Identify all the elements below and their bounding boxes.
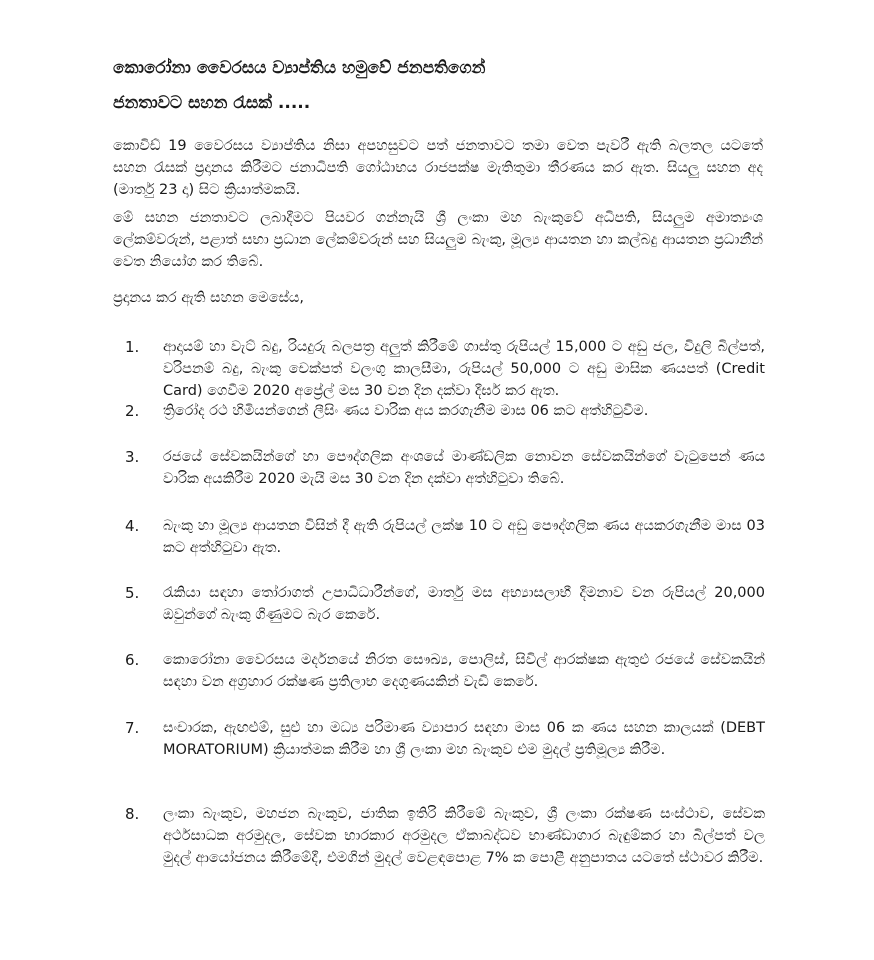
document-title-line2: ජනතාවට සහන රැසක් ..... [113, 93, 311, 113]
list-item [125, 649, 765, 693]
list-item-text: ත්‍රිරෝද රථ හිමියන්ගෙන් ලීසිං ණය වාරික අය කරගැනීම මාස 06 කට අත්හිටුවීම. [163, 403, 649, 419]
list-item [125, 582, 765, 626]
list-item-text: ලංකා බැංකුව, මහජන බැංකුව, ජාතික ඉතිරි කිරීමේ බැංකුව, ශ්‍රී ලංකා රක්ෂණ සංස්ථාව, සේවක අර්ථසාධක අරමුදල, සේවක භාරකාර අරමුදල ඒකාබද්ධව භාණ්ඩාගාර බැඳුම්කර හා බිල්පත් වල මුදල් ආයෝජනය කිරීමේදී, එමගින් මුදල් වෙළඳපොළ 7% ක පොළී අනුපාතය යටතේ ස්ථාවර කිරීම. [163, 806, 765, 866]
list-item [125, 515, 765, 559]
list-item-number: 6. [125, 651, 140, 669]
list-item [125, 400, 765, 422]
list-item [125, 717, 765, 761]
list-item-number: 8. [125, 805, 140, 823]
list-item [125, 336, 765, 402]
list-item-text: ආදායම් හා වැට් බදු, රියදුරු බලපත්‍ර අලුත් කිරීමේ ගාස්තු රුපියල් 15,000 ට අඩු ජල, විදුලි බිල්පත්, වරිපනම් බදු, බැංකු චෙක්පත් වලංගු කාලසීමා, රුපියල් 50,000 ට අඩු මාසික ණයපත් (Credit Card) ගෙවීම 2020 අප්‍රේල් මස 30 වන දින දක්වා දීර්ඝ කර ඇත. [163, 339, 765, 399]
list-item-text: සංචාරක, ඇඟළුම්, සුළු හා මධ්‍ය පරිමාණ ව්‍යාපාර සඳහා මාස 06 ක ණය සහන කාලයක් (DEBT MORATORIUM) ක්‍රියාත්මක කිරීම හා ශ්‍රී ලංකා මහ බැංකුව එම මුදල් ප්‍රතිමූල්‍ය කිරීම. [163, 720, 765, 758]
list-item-number: 7. [125, 719, 140, 737]
list-item-number: 4. [125, 517, 140, 535]
list-item-text: බැංකු හා මූල්‍ය ආයතන විසින් දී ඇති රුපියල් ලක්ෂ 10 ට අඩු පෞද්ගලික ණය අයකරගැනීම මාස 03 කට අත්හිටුවා ඇත. [163, 518, 765, 556]
list-item-number: 2. [125, 402, 140, 420]
list-item-number: 1. [125, 338, 140, 356]
directive-paragraph: මේ සහන ජනතාවට ලබාදීමට පියවර ගන්නැයි ශ්‍රී ලංකා මහ බැංකුවේ අධිපති, සියලුම අමාත්‍යංශ ලේකම්වරුන්, පළාත් සභා ප්‍රධාන ලේකම්වරුන් සහ සියලුම බැංකු, මූල්‍ය ආයතන හා කල්බදු ආයතන ප්‍රධානීන් වෙත නියෝග කර තිබේ. [113, 210, 763, 270]
list-intro-paragraph: ප්‍රදානය කර ඇති සහන මෙසේය, [113, 290, 305, 306]
intro-paragraph: කොවිඩ් 19 වෛරසය ව්‍යාප්තිය නිසා අපහසුවට පත් ජනතාවට තමා වෙත පැවරී ඇති බලතල යටතේ සහන රැසක් ප්‍රදානය කිරීමට ජනාධිපති ගෝඨාභය රාජපක්ෂ මැතිතුමා තීරණය කර ඇත. සියලු සහන අද (මාර්තු 23 දා) සිට ක්‍රියාත්මකයි. [113, 138, 763, 198]
list-item [125, 803, 765, 869]
list-item [125, 446, 765, 490]
list-item-text: කොරෝනා වෛරසය මර්දනයේ නිරත සෞඛ්‍ය, පොලිස්, සිවිල් ආරක්ෂක ඇතුළු රජයේ සේවකයින් සඳහා වන අග්‍රහාර රක්ෂණ ප්‍රතිලාභ දෙගුණයකින් වැඩි කෙරේ. [163, 652, 765, 690]
document-title-line1: කොරෝනා වෛරසය ව්‍යාප්තිය හමුවේ ජනපතිගෙන් [113, 58, 486, 78]
list-item-number: 5. [125, 584, 140, 602]
list-item-text: රැකියා සඳහා තෝරාගත් උපාධිධාරීන්ගේ, මාර්තු මස අභ්‍යාසලාභී දීමනාව වන රුපියල් 20,000 ඔවුන්ගේ බැංකු ගිණුමට බැර කෙරේ. [163, 585, 765, 623]
list-item-number: 3. [125, 448, 140, 466]
list-item-text: රජයේ සේවකයින්ගේ හා පෞද්ගලික අංශයේ මාණ්ඩලික නොවන සේවකයින්ගේ වැටුපෙන් ණය වාරික අයකිරීම 2020 මැයි මස 30 වන දින දක්වා අත්හිටුවා තිබේ. [163, 449, 765, 487]
